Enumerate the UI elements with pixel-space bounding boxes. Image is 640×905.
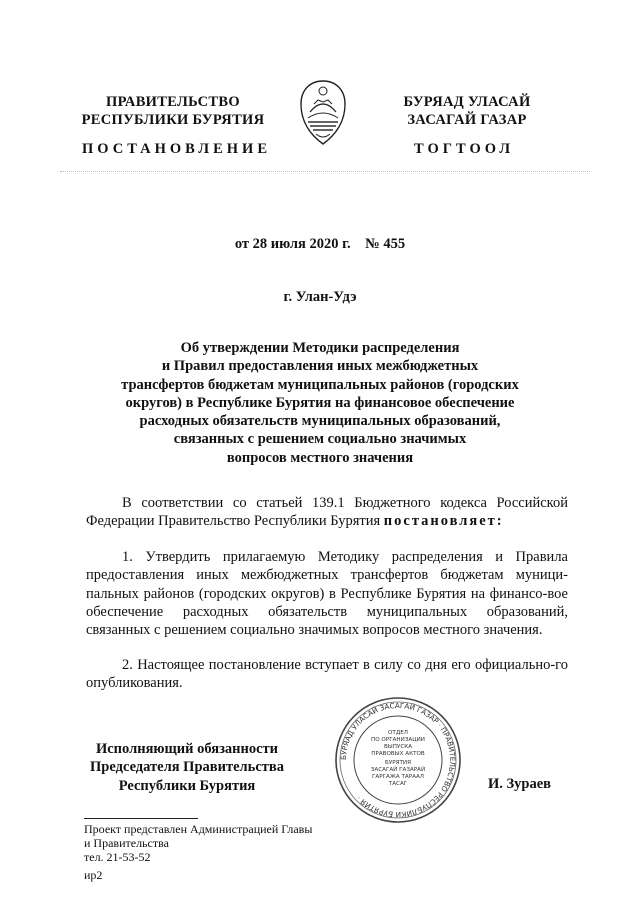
date-number: от 28 июля 2020 г. № 455 [234, 236, 406, 252]
subject-line: трансфертов бюджетам муниципальных районов (городских [121, 376, 519, 393]
official-seal-icon [332, 694, 464, 826]
seal-inner-line: БУРЯТИЯ [385, 760, 411, 766]
city: г. Улан-Удэ [283, 289, 357, 305]
clause-2: 2. Настоящее постановление вступает в силу со дня его официально-го опубликования. [86, 657, 568, 692]
subject-line: связанных с решением социально значимых [173, 431, 467, 448]
header-left-line2: РЕСПУБЛИКИ БУРЯТИЯ [81, 112, 265, 128]
signatory-line: Республики Бурятия [118, 777, 256, 794]
footer-line: Проект представлен Администрацией Главы [84, 822, 313, 836]
subject-line: округов) в Республике Бурятия на финансовое обеспечение [125, 394, 515, 411]
header-right [352, 93, 582, 129]
seal-inner-line: ПО ОРГАНИЗАЦИИ [371, 737, 425, 743]
seal-inner-line: ОТДЕЛ [388, 730, 408, 736]
doc-type-ru: ПОСТАНОВЛЕНИЕ [82, 141, 272, 157]
signer-name: И. Зураев [488, 776, 552, 792]
footer-line: и Правительства [84, 836, 169, 850]
subject-line: и Правил предоставления иных межбюджетных [161, 358, 479, 375]
header-divider [60, 171, 590, 178]
subject-line: вопросов местного значения [226, 449, 414, 466]
footer-rule [84, 818, 198, 819]
seal-ring-text: БУРЯАД УЛАСАЙ ЗАСАГАЙ ГАЗАР · ПРАВИТЕЛЬСТВО РЕСПУБЛИКИ БУРЯТИЯ · [338, 700, 458, 820]
seal-inner-line: ТАСАГ [388, 781, 408, 787]
emblem-icon [296, 78, 350, 148]
seal-inner-line: ЗАСАГАЙ ГАЗАРАЙ [370, 767, 426, 773]
signatory-line: Председателя Правительства [90, 759, 284, 776]
header-left [58, 93, 288, 129]
subject-line: расходных обязательств муниципальных образований, [139, 413, 501, 430]
document-subject [100, 339, 540, 467]
signatory-line: Исполняющий обязанности [95, 741, 279, 757]
header-right-line1: БУРЯАД УЛАСАЙ [403, 94, 531, 110]
footer-line: тел. 21-53-52 [84, 850, 151, 864]
seal-inner-line: ВЫПУСКА [383, 744, 413, 750]
footer-line: ир2 [84, 868, 103, 882]
footer-notes [84, 822, 312, 882]
preamble-text: В соответствии со статьей 139.1 Бюджетного кодекса Российской Федерации Правительство Республики Бурятия [86, 495, 568, 530]
header-left-line1: ПРАВИТЕЛЬСТВО [106, 94, 240, 110]
signatory-title [82, 740, 292, 795]
seal-inner-line: ПРАВОВЫХ АКТОВ [371, 751, 425, 757]
preamble-paragraph [86, 494, 568, 531]
seal-inner-line: ГАРГАЖА ТАРААЛ [372, 774, 424, 780]
doc-type-bua: ТОГТООЛ [414, 141, 515, 157]
subject-line: Об утверждении Методики распределения [180, 340, 460, 356]
clause-1: 1. Утвердить прилагаемую Методику распределения и Правила предоставления иных межбюджетных трансфертов бюджетам муници-пальных районов (городских округов) в Республике Бурятия на финансо-вое обеспечение расходных обязательств муниципальных образований, связанных с решением социально значимых вопросов местного значения. [86, 549, 568, 639]
header-right-line2: ЗАСАГАЙ ГАЗАР [407, 112, 527, 128]
resolves-word: постановляет: [383, 513, 504, 530]
